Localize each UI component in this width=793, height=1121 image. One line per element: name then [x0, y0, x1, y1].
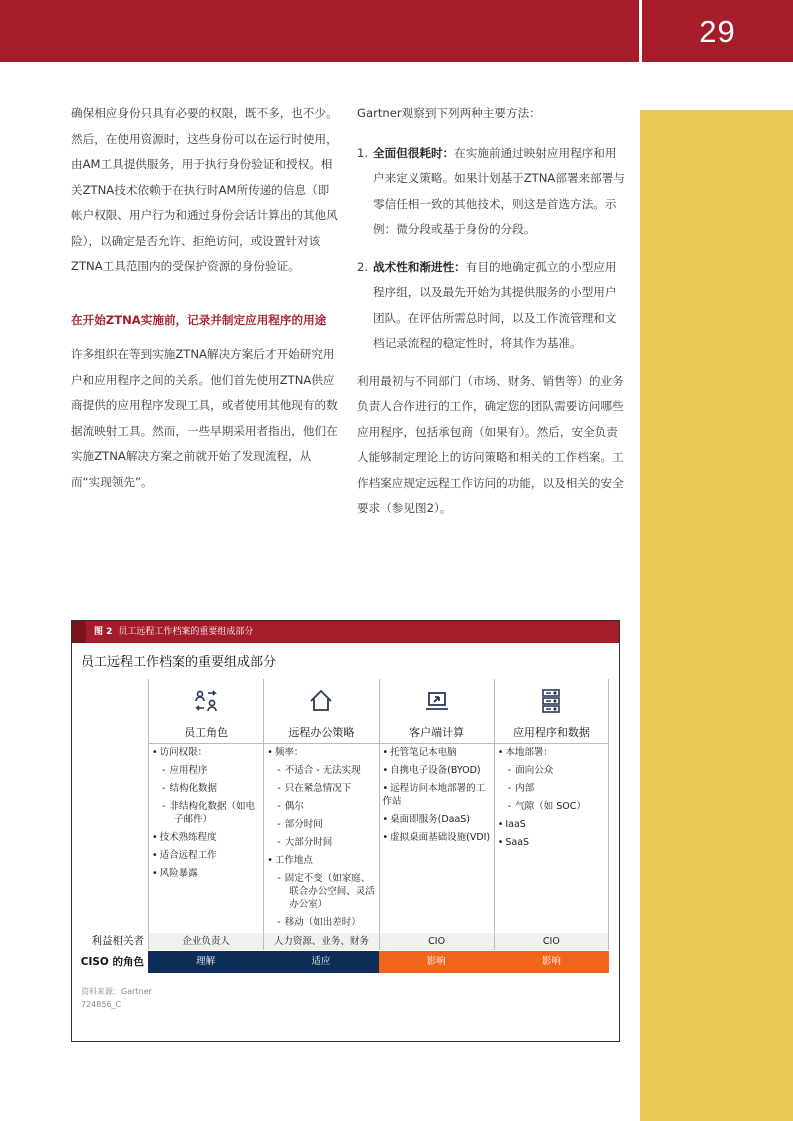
- profile-column-header: 应用程序和数据: [495, 723, 608, 744]
- ciso-role-cell-4: 影响: [494, 951, 609, 973]
- users-swap-icon: [149, 679, 263, 723]
- list-item: - 不适合 - 无法实现: [277, 765, 361, 776]
- list-item: - 大部分时间: [277, 837, 333, 848]
- profile-grid: [80, 679, 609, 973]
- list-item: - 只在紧急情况下: [277, 783, 352, 794]
- ciso-role-cell-2: 适应: [263, 951, 378, 973]
- list-item: - 应用程序: [162, 765, 208, 776]
- approach-item-1-title: 全面但很耗时：: [373, 145, 455, 160]
- ciso-role-label: CISO 的角色: [80, 956, 144, 968]
- stakeholder-label: 利益相关者: [91, 935, 144, 947]
- ciso-role-cell-1: 理解: [148, 951, 263, 973]
- profile-column-header: 远程办公策略: [264, 723, 378, 744]
- stakeholder-cell-1: 企业负责人: [148, 933, 263, 950]
- list-item: • 虚拟桌面基础设施(VDI): [383, 831, 492, 844]
- profile-column-1: [148, 679, 263, 933]
- list-item: • 适合远程工作: [152, 849, 261, 862]
- list-item: • 自携电子设备(BYOD): [383, 764, 492, 777]
- right-paragraph: 利用最初与不同部门（市场、财务、销售等）的业务负责人合作进行的工作，确定您的团队需要访问哪些应用程序，包括承包商（如果有）。然后，安全负责人能够制定理论上的访问策略和相关的工作档案。工作档案应规定远程工作访问的功能，以及相关的安全要求（参见图2）。: [357, 373, 624, 515]
- figure-label: 图 2: [94, 627, 113, 637]
- figure-title: 员工远程工作档案的重要组成部分: [81, 655, 277, 670]
- list-item: - 移动（如出差时）: [277, 917, 361, 928]
- server-icon: [495, 679, 608, 723]
- figure-code: 724856_C: [81, 1000, 122, 1009]
- approach-item-2: 2. 战术性和渐进性：有目的地确定孤立的小型应用程序组，以及最先开始为其提供服务的小型用户团队。在评估所需总时间，以及工作流管理和文档记录流程的稳定性时，将其作为基准。: [357, 259, 617, 350]
- laptop-icon: [380, 679, 494, 723]
- figure-2: [71, 620, 620, 1042]
- left-paragraph-2: 许多组织在等到实施ZTNA解决方案后才开始研究用户和应用程序之间的关系。他们首先使用ZTNA供应商提供的应用程序发现工具，或者使用其他现有的数据流映射工具。然而，一些早期采用者指出，他们在实施ZTNA解决方案之前就开始了发现流程，从而“实现领先”。: [71, 347, 338, 489]
- profile-column-3: [379, 679, 494, 933]
- home-icon: [264, 679, 378, 723]
- stakeholder-cell-3: CIO: [379, 933, 494, 950]
- ciso-role-cell-3: 影响: [379, 951, 494, 973]
- figure-caption-bar: [72, 621, 619, 643]
- list-item: - 偶尔: [277, 801, 304, 812]
- list-item: - 固定不变（如家庭、联合办公空间、灵活办公室）: [277, 873, 375, 910]
- profile-column-2: [263, 679, 378, 933]
- figure-source: [81, 985, 152, 1011]
- approach-item-1-text: 在实施前通过映射应用程序和用户来定义策略。如果计划基于ZTNA部署来部署与零信任相一致的其他技术，则这是首选方法。示例：微分段或基于身份的分段。: [373, 145, 625, 236]
- list-item: • 托管笔记本电脑: [383, 746, 492, 759]
- side-accent-bar: [640, 110, 793, 1121]
- list-item: - 非结构化数据（如电子邮件）: [162, 801, 255, 825]
- list-item: - 内部: [507, 783, 535, 794]
- list-item: • 本地部署：: [498, 746, 606, 759]
- list-item: • 访问权限：: [152, 746, 261, 759]
- list-item: - 气隙（如 SOC）: [507, 801, 586, 812]
- list-item: • 风险暴露: [152, 867, 261, 880]
- right-column: [357, 101, 627, 522]
- list-item: - 面向公众: [507, 765, 554, 776]
- list-item: • 工作地点: [267, 854, 376, 867]
- list-item: - 结构化数据: [162, 783, 217, 794]
- left-column: [71, 101, 339, 495]
- approach-item-2-text: 有目的地确定孤立的小型应用程序组，以及最先开始为其提供服务的小型用户团队。在评估所需总时间，以及工作流管理和文档记录流程的稳定性时，将其作为基准。: [373, 259, 617, 350]
- list-item: • IaaS: [498, 818, 606, 831]
- profile-column-4: [494, 679, 609, 933]
- list-item: • 频率：: [267, 746, 376, 759]
- approach-item-2-title: 战术性和渐进性：: [373, 259, 466, 274]
- stakeholder-cell-2: 人力资源、业务、财务: [263, 933, 378, 950]
- left-paragraph-1: 确保相应身份只具有必要的权限，既不多，也不少。然后，在使用资源时，这些身份可以在运行时使用，由AM工具提供服务，用于执行身份验证和授权。相关ZTNA技术依赖于在执行时AM所传递的信息（即帐户权限、用户行为和通过身份会话计算出的其他风险），以确定是否允许、拒绝访问，或设置针对该ZTNA工具范围内的受保护资源的身份验证。: [71, 106, 338, 273]
- profile-column-header: 客户端计算: [380, 723, 494, 744]
- right-intro: Gartner观察到下列两种主要方法：: [357, 106, 541, 120]
- list-item: • 桌面即服务(DaaS): [383, 813, 492, 826]
- source-text: 资料来源：Gartner: [81, 987, 152, 996]
- approach-item-1: 1. 全面但很耗时：在实施前通过映射应用程序和用户来定义策略。如果计划基于ZTNA部署来部署与零信任相一致的其他技术，则这是首选方法。示例：微分段或基于身份的分段。: [357, 145, 625, 236]
- list-item: - 部分时间: [277, 819, 323, 830]
- list-item: • 远程访问本地部署的工作站: [383, 782, 492, 808]
- section-heading: 在开始ZTNA实施前，记录并制定应用程序的用途: [71, 312, 327, 327]
- stakeholder-cell-4: CIO: [494, 933, 609, 950]
- profile-column-header: 员工角色: [149, 723, 263, 744]
- list-item: • SaaS: [498, 836, 606, 849]
- top-bar: [0, 0, 793, 62]
- list-item: • 技术熟练程度: [152, 831, 261, 844]
- figure-caption: 员工远程工作档案的重要组成部分: [118, 627, 254, 637]
- page-number: 29: [699, 14, 736, 49]
